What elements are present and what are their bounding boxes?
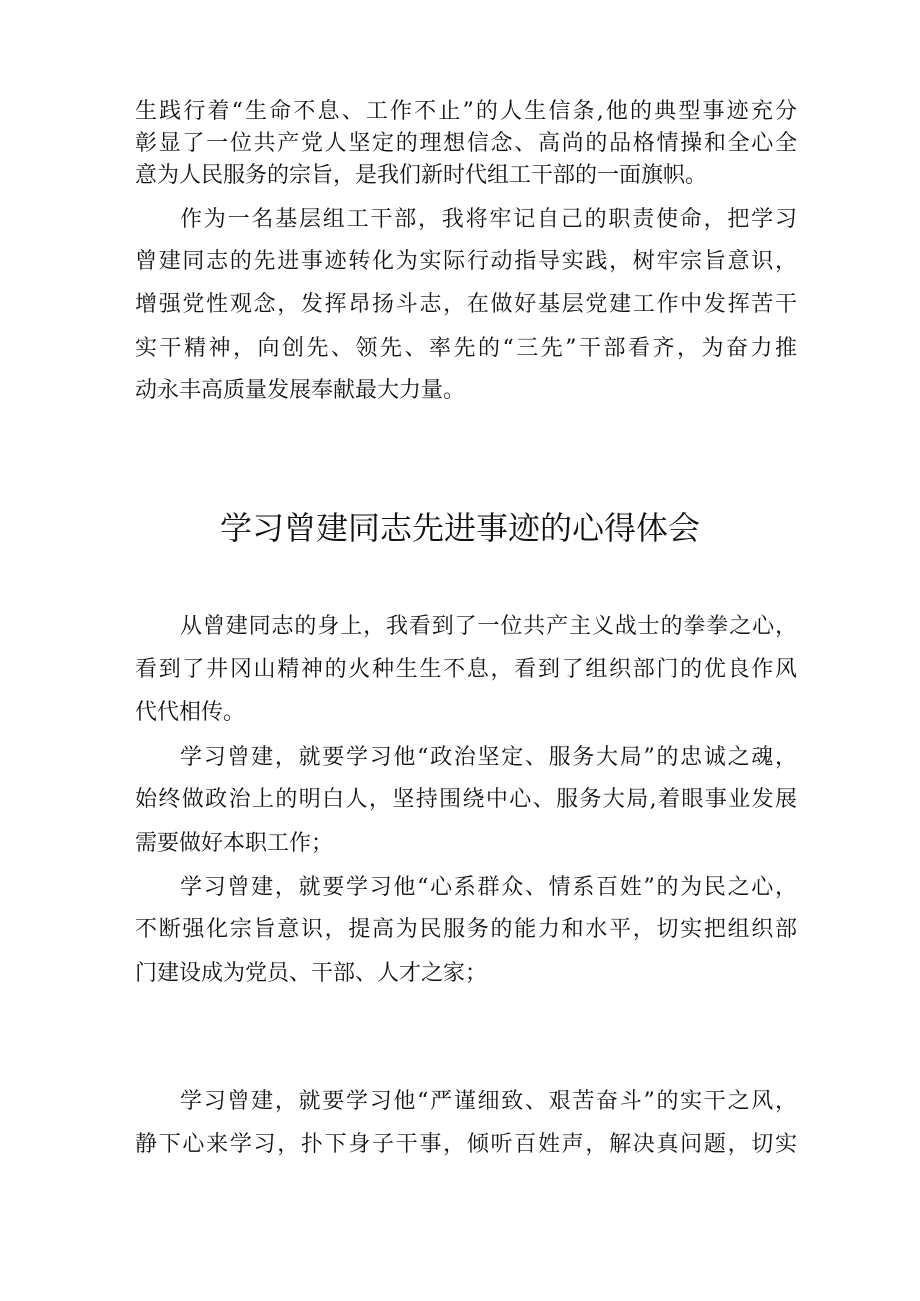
text-line: 代代相传。 — [135, 700, 246, 725]
text-line: 静下心来学习，扑下身子干事，倾听百姓声，解决真问题，切实 — [135, 1132, 797, 1157]
text-line: 实干精神，向创先、领先、率先的“三先”干部看齐，为奋力推 — [135, 336, 797, 361]
text-line: 学习曾建，就要学习他“政治坚定、服务大局”的忠诚之魂， — [180, 745, 797, 770]
text-line: 学习曾建，就要学习他“心系群众、情系百姓”的为民之心， — [180, 875, 797, 900]
text-line: 曾建同志的先进事迹转化为实际行动指导实践，树牢宗旨意识， — [135, 249, 797, 274]
text-line: 学习曾建，就要学习他“严谨细致、艰苦奋斗”的实干之风， — [180, 1089, 797, 1114]
text-line: 门建设成为党员、干部、人才之家； — [135, 961, 488, 986]
document-title: 学习曾建同志先进事迹的心得体会 — [219, 509, 700, 547]
text-line: 意为人民服务的宗旨，是我们新时代组工干部的一面旗帜。 — [135, 163, 708, 188]
text-line: 生践行着“生命不息、工作不止”的人生信条,他的典型事迹充分 — [135, 99, 797, 124]
text-line: 不断强化宗旨意识，提高为民服务的能力和水平，切实把组织部 — [135, 917, 797, 942]
text-line: 动永丰高质量发展奉献最大力量。 — [135, 378, 466, 403]
text-line: 始终做政治上的明白人，坚持围绕中心、服务大局,着眼事业发展 — [135, 787, 797, 812]
text-line: 看到了井冈山精神的火种生生不息，看到了组织部门的优良作风 — [135, 657, 797, 682]
text-line: 从曾建同志的身上，我看到了一位共产主义战士的拳拳之心， — [180, 614, 797, 639]
text-line: 增强党性观念，发挥昂扬斗志，在做好基层党建工作中发挥苦干 — [135, 292, 797, 317]
text-line: 彰显了一位共产党人坚定的理想信念、高尚的品格情操和全心全 — [135, 131, 797, 156]
text-line: 需要做好本职工作； — [135, 831, 334, 856]
text-line: 作为一名基层组工干部，我将牢记自己的职责使命，把学习 — [180, 207, 797, 232]
